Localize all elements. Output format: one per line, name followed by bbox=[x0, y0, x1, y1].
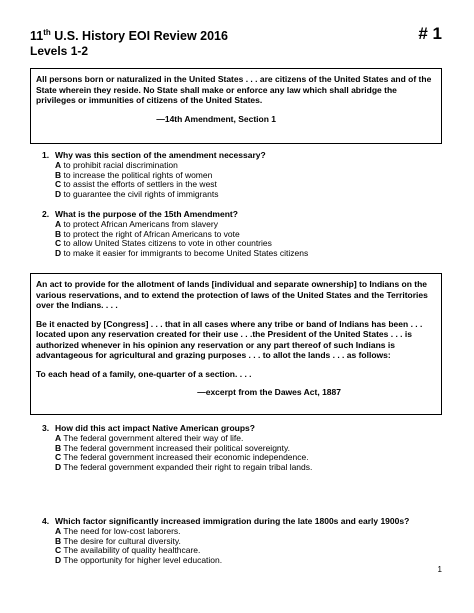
answer-option[interactable]: B The federal government increased their political sovereignty. bbox=[55, 442, 290, 453]
title-superscript: th bbox=[43, 28, 51, 37]
passage-paragraph-3: To each head of a family, one-quarter of a section. . . . bbox=[36, 368, 252, 379]
passage-paragraph-1: An act to provide for the allotment of lands [individual and separate ownership] to Indians on the various reservations, and to extend the protection of laws of the United States and the Territories over the Indians. . . . bbox=[36, 279, 428, 310]
answer-option[interactable]: A The federal government altered their way of life. bbox=[55, 432, 244, 443]
passage-box-14th-amendment bbox=[30, 68, 442, 144]
passage-source: —excerpt from the Dawes Act, 1887 bbox=[197, 387, 341, 397]
footer-page-number: 1 bbox=[437, 565, 442, 574]
answer-option[interactable]: B to protect the right of African Americans to vote bbox=[55, 228, 240, 239]
answer-option[interactable]: A The need for low-cost laborers. bbox=[55, 525, 181, 536]
question-4 bbox=[42, 517, 409, 566]
question-1 bbox=[42, 151, 266, 200]
question-stem: 3. How did this act impact Native American groups? bbox=[42, 423, 255, 433]
answer-option[interactable]: D The opportunity for higher level education. bbox=[55, 555, 223, 566]
question-2 bbox=[42, 210, 308, 259]
question-3 bbox=[42, 424, 312, 473]
answer-option[interactable]: A to prohibit racial discrimination bbox=[55, 159, 178, 170]
answer-option[interactable]: C The federal government increased their economic independence. bbox=[55, 452, 309, 463]
answer-option[interactable]: B to increase the political rights of women bbox=[55, 169, 213, 180]
answer-option[interactable]: C to assist the efforts of settlers in the west bbox=[55, 179, 217, 190]
passage-source: —14th Amendment, Section 1 bbox=[156, 113, 276, 124]
question-stem: 1. Why was this section of the amendment necessary? bbox=[42, 150, 266, 160]
answer-option[interactable]: D to guarantee the civil rights of immigrants bbox=[55, 189, 219, 200]
question-stem: 4. Which factor significantly increased immigration during the late 1800s and early 1900s? bbox=[42, 516, 410, 526]
answer-option[interactable]: A to protect African Americans from slavery bbox=[55, 218, 218, 229]
passage-text: All persons born or naturalized in the United States . . . are citizens of the United States and of the State wherein they reside. No State shall make or enforce any law which shall abridge the privileges or immunities of citizens of the United States. bbox=[36, 74, 432, 105]
question-stem: 2. What is the purpose of the 15th Amendment? bbox=[42, 209, 238, 219]
passage-paragraph-2: Be it enacted by [Congress] . . . that in all cases where any tribe or band of Indians has been . . . located upon any reservation created for their use . . .the President of the United States . . . is authorized whenever in his opinion any reservation or any part thereof of such Indians is advantageous for agricultural and grazing purposes . . . to allot the lands . . . as follows: bbox=[36, 318, 423, 360]
answer-option[interactable]: C to allow United States citizens to vote in other countries bbox=[55, 238, 272, 249]
passage-box-dawes-act bbox=[30, 273, 442, 415]
page-number-label: # 1 bbox=[418, 24, 442, 43]
answer-option[interactable]: B The desire for cultural diversity. bbox=[55, 535, 181, 546]
answer-option[interactable]: D The federal government expanded their right to regain tribal lands. bbox=[55, 462, 313, 473]
levels-label: Levels 1-2 bbox=[30, 44, 89, 58]
document-title: 11th U.S. History EOI Review 2016 bbox=[30, 28, 228, 44]
answer-option[interactable]: D to make it easier for immigrants to become United States citizens bbox=[55, 248, 309, 259]
answer-option[interactable]: C The availability of quality healthcare. bbox=[55, 545, 201, 556]
